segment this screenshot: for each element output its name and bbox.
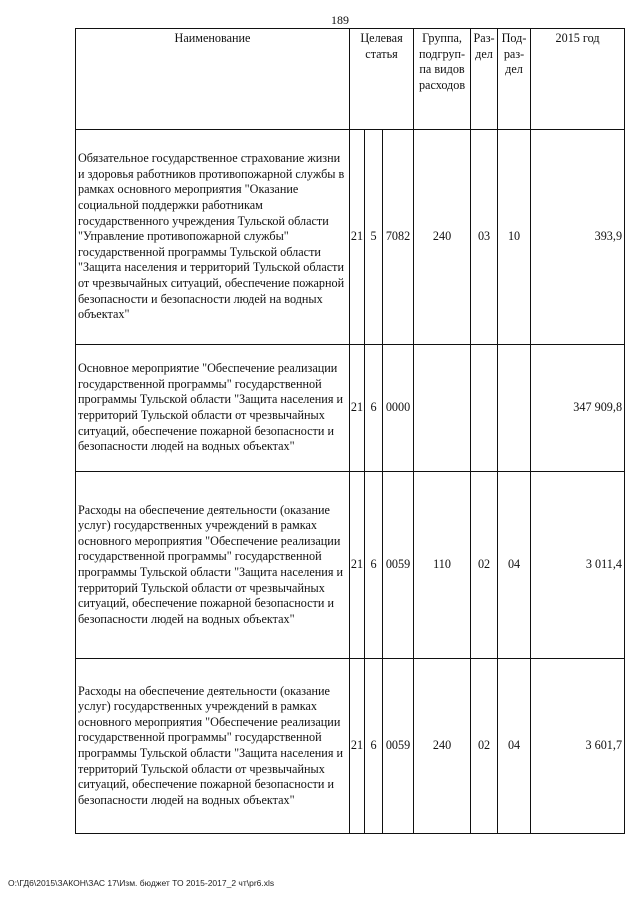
target-code-3: 7082 [383,130,414,345]
target-code-3: 0059 [383,472,414,659]
target-code-3: 0059 [383,659,414,834]
expense-group [414,345,471,472]
subsection: 04 [498,472,531,659]
header-subsection: Под-раз-дел [498,29,531,130]
header-row [76,29,625,130]
target-code-1: 21 [350,472,365,659]
amount-2015: 393,9 [531,130,625,345]
target-code-3: 0000 [383,345,414,472]
table-row [76,345,625,472]
file-path-footer: O:\ГД6\2015\ЗАКОН\ЗАС 17\Изм. бюджет ТО 2015-2017_2 чт\pr6.xls [8,878,275,888]
page-number: 189 [331,13,349,27]
expense-group: 240 [414,659,471,834]
target-code-2: 5 [365,130,383,345]
header-year: 2015 год [531,29,625,130]
expense-group: 110 [414,472,471,659]
amount-2015: 347 909,8 [531,345,625,472]
budget-table [75,28,625,834]
row-name: Основное мероприятие "Обеспечение реализации государственной программы" государственной программы Тульской области "Защита населения и территорий Тульской области от чрезвычайных ситуаций, обеспечение пожарной безопасности и безопасности людей на водных объектах" [76,345,350,472]
target-code-1: 21 [350,345,365,472]
header-section: Раз-дел [471,29,498,130]
row-name: Обязательное государственное страхование жизни и здоровья работников противопожарной службы в рамках основного мероприятия "Оказание социальной поддержки работникам государственного учреждения Тульской области "Управление противопожарной службы" государственной программы Тульской области "Защита населения и территорий Тульской области от чрезвычайных ситуаций, обеспечение пожарной безопасности и безопасности людей на водных объектах" [76,130,350,345]
header-name: Наименование [76,29,350,130]
target-code-2: 6 [365,659,383,834]
target-code-2: 6 [365,472,383,659]
amount-2015: 3 601,7 [531,659,625,834]
subsection: 04 [498,659,531,834]
target-code-2: 6 [365,345,383,472]
section [471,345,498,472]
amount-2015: 3 011,4 [531,472,625,659]
section: 03 [471,130,498,345]
row-name: Расходы на обеспечение деятельности (оказание услуг) государственных учреждений в рамках основного мероприятия "Обеспечение реализации государственной программы" государственной программы Тульской области "Защита населения и территорий Тульской области от чрезвычайных ситуаций, обеспечение пожарной безопасности и безопасности людей на водных объектах" [76,472,350,659]
table-row [76,659,625,834]
target-code-1: 21 [350,130,365,345]
section: 02 [471,472,498,659]
target-code-1: 21 [350,659,365,834]
header-expense-group: Группа, подгруп-па видов расходов [414,29,471,130]
row-name: Расходы на обеспечение деятельности (оказание услуг) государственных учреждений в рамках основного мероприятия "Обеспечение реализации государственной программы" государственной программы Тульской области "Защита населения и территорий Тульской области от чрезвычайных ситуаций, обеспечение пожарной безопасности и безопасности людей на водных объектах" [76,659,350,834]
subsection: 10 [498,130,531,345]
section: 02 [471,659,498,834]
subsection [498,345,531,472]
table-row [76,130,625,345]
header-target-article: Целевая статья [350,29,414,130]
table-row [76,472,625,659]
expense-group: 240 [414,130,471,345]
